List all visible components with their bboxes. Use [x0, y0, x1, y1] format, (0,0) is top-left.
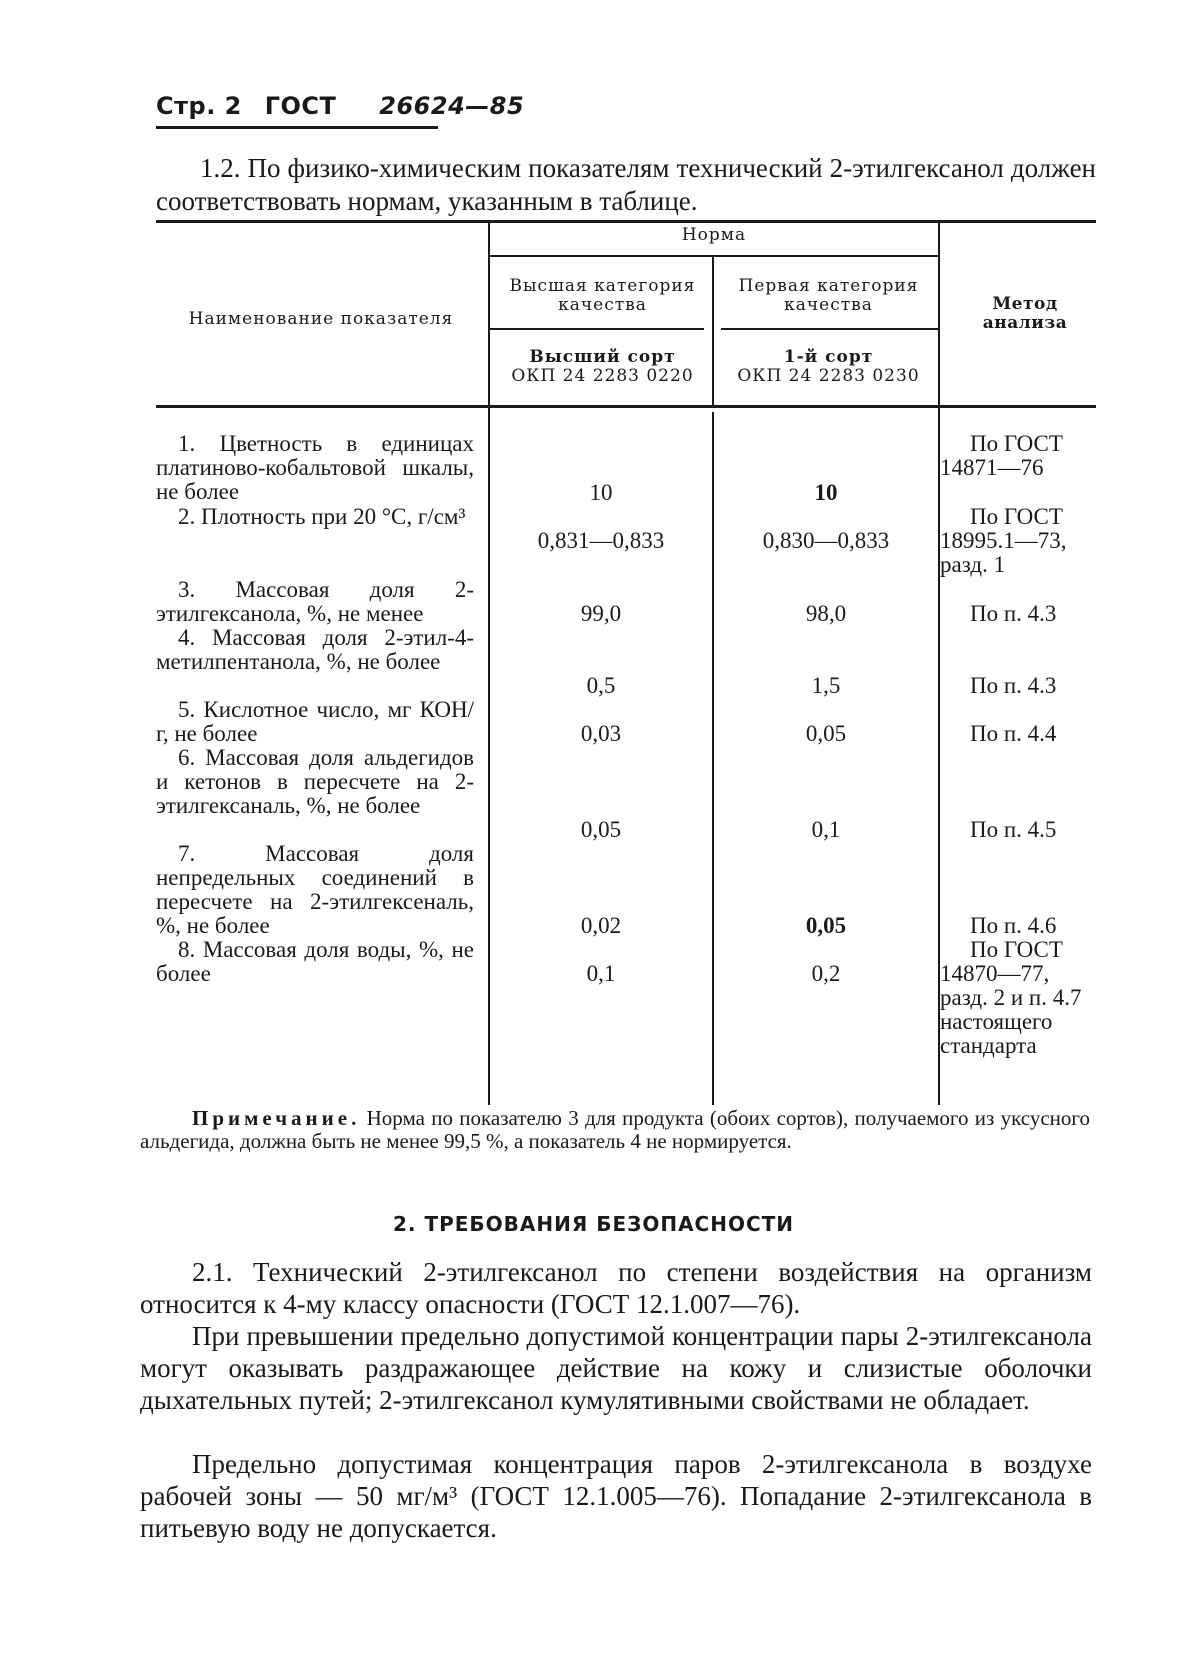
norm-header: Норма [681, 225, 747, 245]
table-cell-high: 0,1 [586, 961, 616, 986]
table-row-name: 8. Массовая доля воды, %, не более [156, 937, 474, 986]
note-text: Норма по показателю 3 для продукта (обоих сортов), получаемого из уксусного альдегида, должна быть не менее 99,5 %, а показатель 4 не нормируется. [140, 1106, 1091, 1153]
table-cell-first: 0,2 [811, 961, 841, 986]
gost-label: ГОСТ [264, 92, 337, 120]
grade-high-header [500, 348, 705, 386]
header-rule [156, 126, 438, 129]
category-first-header: Первая категория качества [738, 276, 919, 315]
okp-high-label: ОКП 24 2283 0220 [511, 366, 694, 386]
table-note [140, 1107, 1090, 1153]
page-number: Стр. 2 [156, 92, 242, 120]
table-cell-first: 98,0 [805, 601, 847, 626]
table-cell-high: 0,831—0,833 [537, 528, 665, 553]
gost-number: 26624—85 [379, 92, 525, 120]
table-vline-2 [712, 257, 714, 407]
table-cell-first: 0,05 [805, 913, 847, 938]
table-row-name: 5. Кислотное число, мг КОН/г, не более [156, 697, 474, 746]
table-top-rule [156, 220, 1096, 223]
table-cell-first: 0,05 [805, 721, 847, 746]
table-cell-method: По ГОСТ 14871—76 [940, 431, 1063, 480]
table-vline-2b [712, 412, 714, 1105]
table-cell-method: По п. 4.3 [970, 601, 1057, 626]
note-label: Примечание. [192, 1106, 361, 1130]
table-cell-high: 99,0 [580, 601, 622, 626]
table-cell-method: По п. 4.6 [970, 913, 1057, 938]
table-cell-high: 10 [589, 480, 613, 505]
table-cell-method: По ГОСТ 14870—77, разд. 2 и п. 4.7 настоящего стандарта [940, 937, 1082, 1058]
table-row-name: 6. Массовая доля альдегидов и кетонов в пересчете на 2-этилгексаналь, %, не более [156, 745, 474, 818]
table-row-name: 3. Массовая доля 2-этилгексанола, %, не менее [156, 577, 474, 626]
paragraph-2-1: 2.1. Технический 2-этилгексанол по степени воздействия на организм относится к 4-му классу опасности (ГОСТ 12.1.007—76). [140, 1257, 1092, 1319]
norm-sub-rule [490, 255, 938, 257]
table-row-name: 2. Плотность при 20 °С, г/см³ [178, 504, 466, 529]
table-cell-high: 0,02 [580, 913, 622, 938]
grade-high-label: Высший сорт [529, 347, 676, 367]
table-cell-method: По п. 4.5 [970, 817, 1057, 842]
table-row-name: 4. Массовая доля 2-этил-4-метилпентанола, %, не более [156, 625, 474, 674]
paragraph-2-3: Предельно допустимая концентрация паров 2-этилгексанола в воздухе рабочей зоны — 50 мг/м³ (ГОСТ 12.1.005—76). Попадание 2-этилгексанола в питьевую воду не допускается. [140, 1449, 1092, 1543]
table-cell-first: 10 [814, 480, 838, 505]
okp-first-label: ОКП 24 2283 0230 [737, 366, 920, 386]
method-header: Метод анализа [982, 294, 1068, 333]
table-cell-first: 0,830—0,833 [762, 528, 890, 553]
table-cell-method: По п. 4.3 [970, 673, 1057, 698]
section-title: 2. ТРЕБОВАНИЯ БЕЗОПАСНОСТИ [392, 1212, 795, 1236]
table-cell-high: 0,03 [580, 721, 622, 746]
grade-first-label: 1-й сорт [783, 347, 874, 367]
category-high-header: Высшая категория качества [509, 276, 696, 315]
table-cell-high: 0,05 [580, 817, 622, 842]
grade-first-header [726, 348, 931, 386]
table-row-name: 7. Массовая доля непредельных соединений в пересчете на 2-этилгексеналь, %, не более [156, 841, 474, 938]
category-rule-high [490, 328, 704, 330]
paragraph-2-2: При превышении предельно допустимой концентрации пары 2-этилгексанола могут оказывать раздражающее действие на кожу и слизистые оболочки дыхательных путей; 2-этилгексанол кумулятивными свойствами не обладает. [140, 1321, 1092, 1415]
table-row-name: 1. Цветность в единицах платиново-кобальтовой шкалы, не более [156, 431, 474, 504]
table-cell-first: 0,1 [811, 817, 841, 842]
table-header-rule [156, 405, 1096, 408]
table-cell-high: 0,5 [586, 673, 616, 698]
table-cell-first: 1,5 [811, 673, 841, 698]
category-rule-first [721, 328, 938, 330]
intro-paragraph: 1.2. По физико-химическим показателям технический 2-этилгексанол должен соответствовать нормам, указанным в таблице. [156, 153, 1096, 216]
col-name-header: Наименование показателя [188, 309, 454, 329]
page-header [156, 92, 538, 120]
table-cell-method: По п. 4.4 [970, 721, 1057, 746]
table-cell-method: По ГОСТ 18995.1—73, разд. 1 [940, 504, 1067, 577]
